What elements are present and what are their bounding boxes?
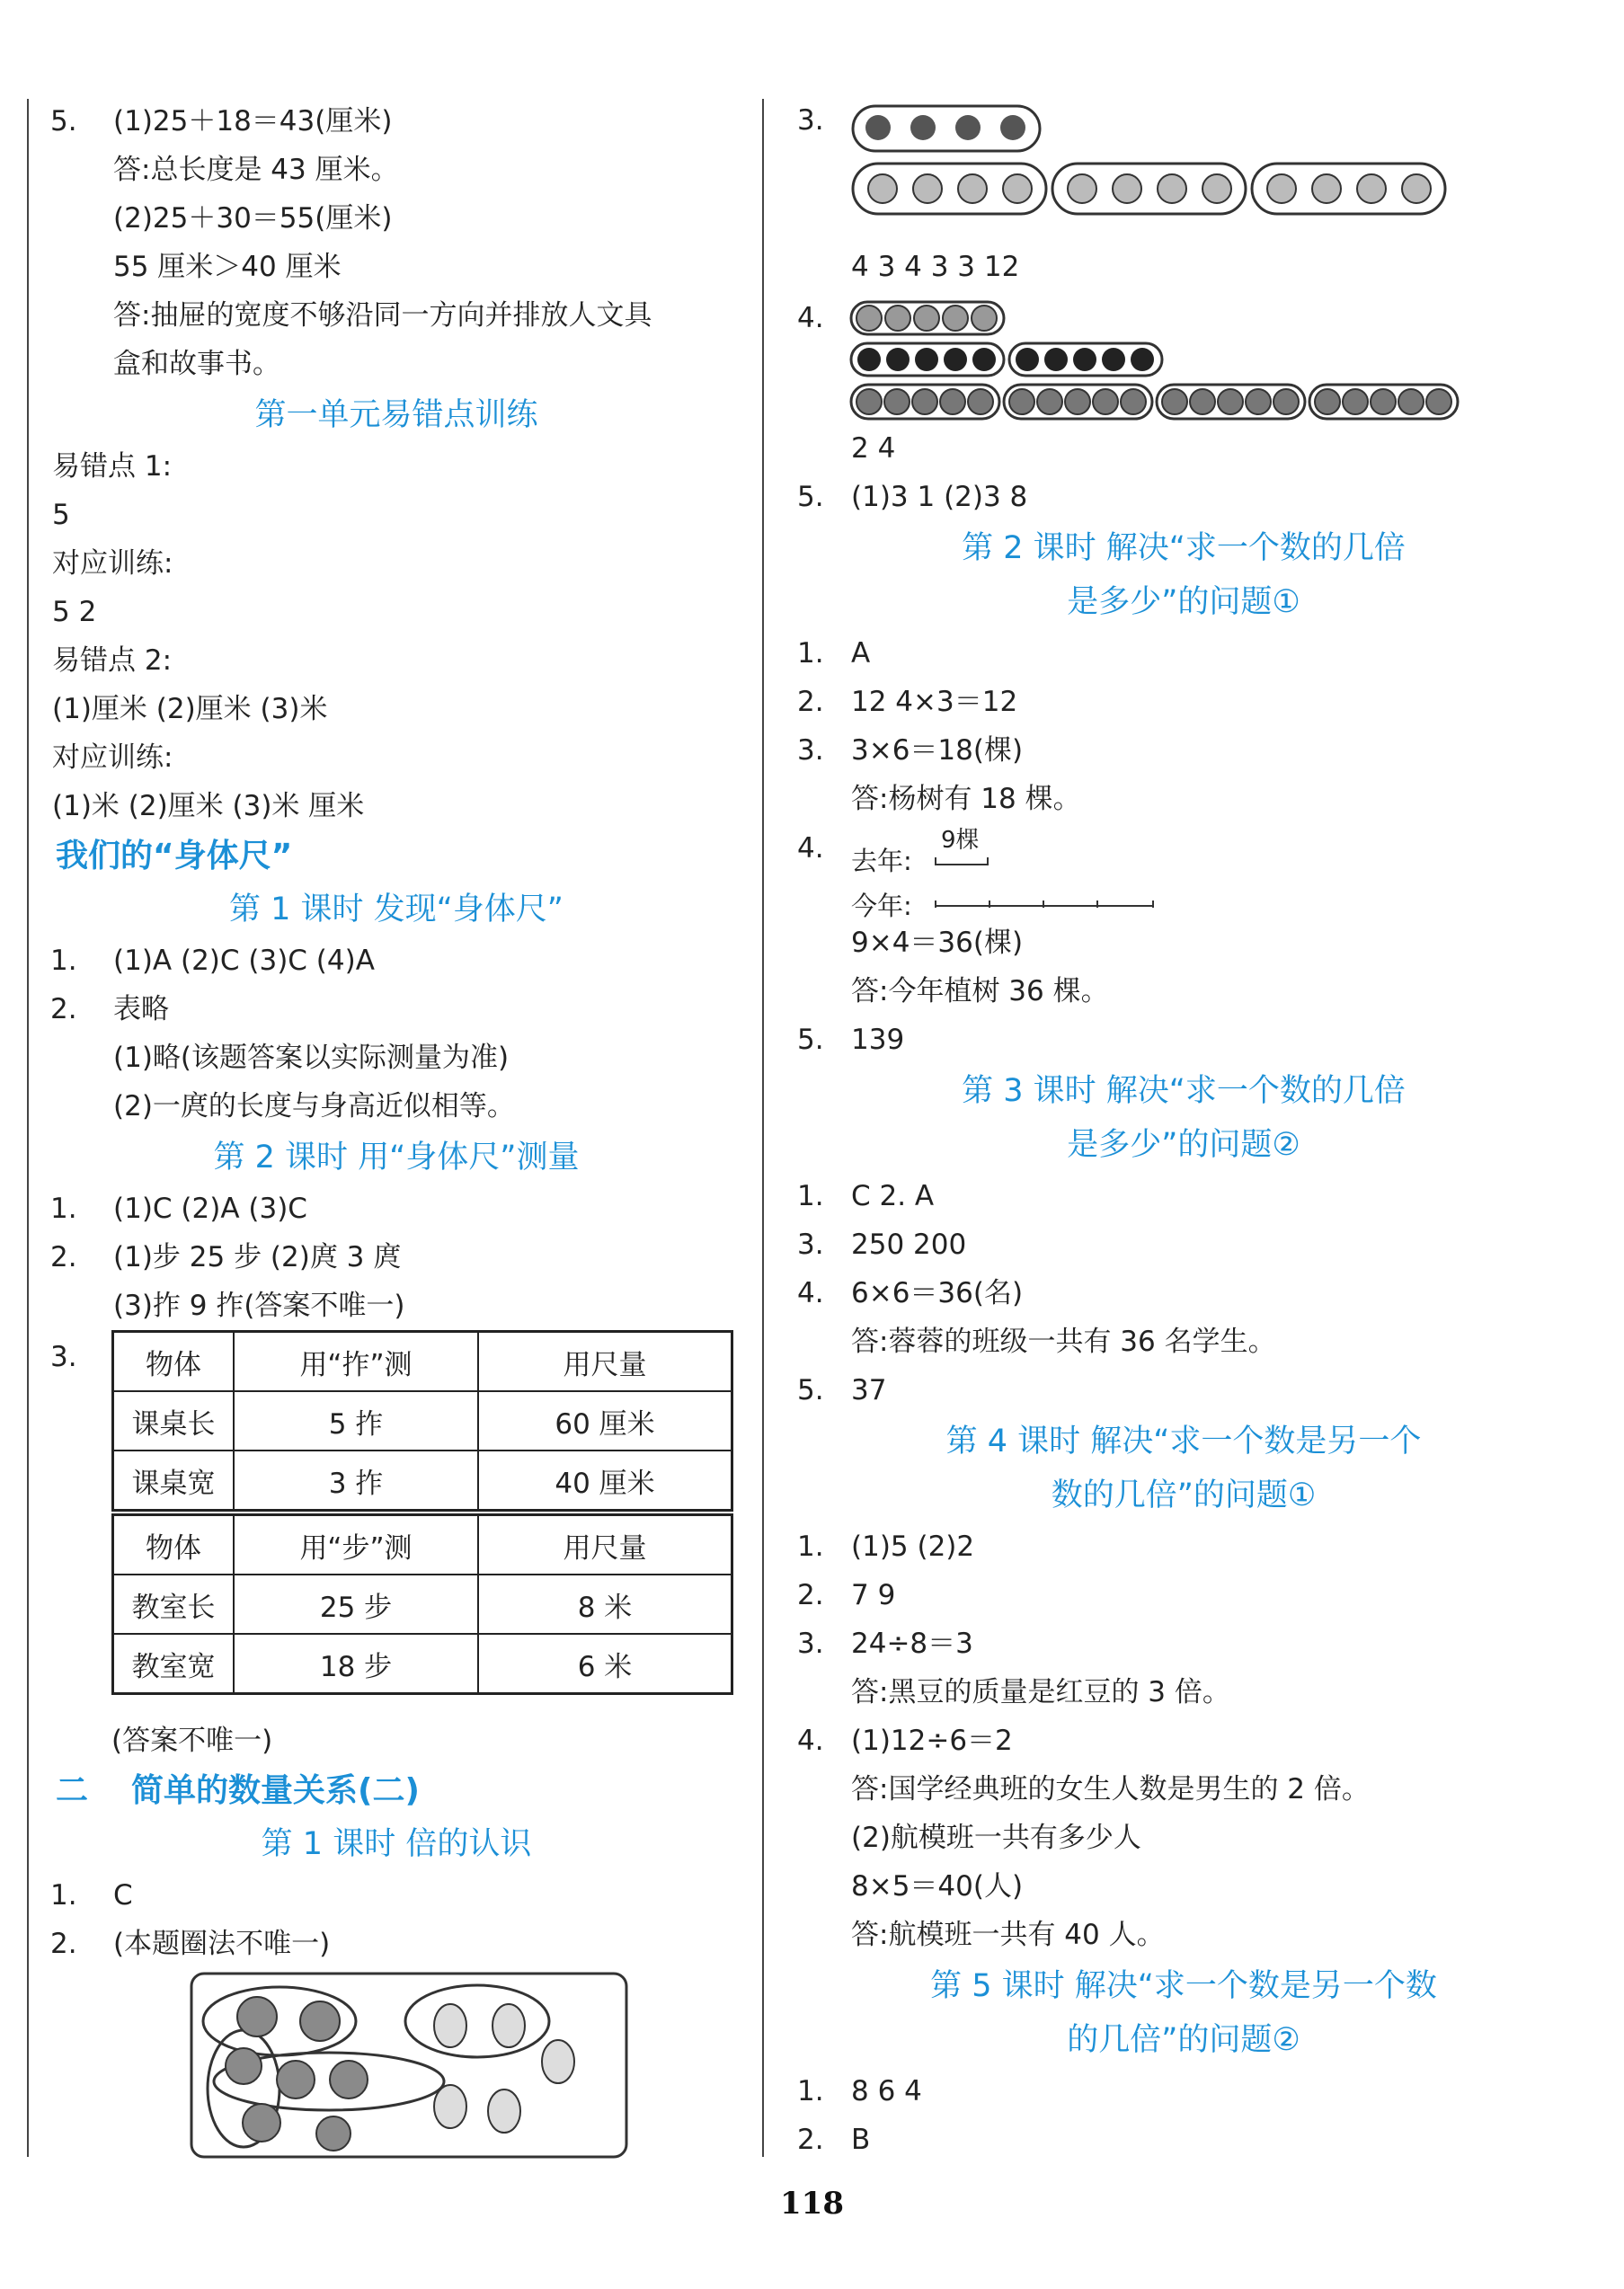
answer-text: 24÷8＝3 xyxy=(851,1628,973,1660)
answer-text: 3. xyxy=(797,1628,824,1660)
answer-text: 用尺量 xyxy=(478,1332,732,1392)
answer-text: 简单的数量关系(二) xyxy=(131,1772,420,1809)
answer-text: 1. xyxy=(797,2075,824,2107)
lesson-heading-cont: 是多少”的问题② xyxy=(1067,1127,1300,1163)
answer-text: 55 厘米＞40 厘米 xyxy=(113,251,342,283)
answer-text: 答:航模班一共有 40 人。 xyxy=(851,1919,1165,1951)
answer-text: 139 xyxy=(851,1024,905,1056)
answer-text: 3×6＝18(棵) xyxy=(851,734,1024,767)
table-row xyxy=(113,1634,732,1694)
table-row xyxy=(113,1451,732,1511)
column-divider xyxy=(762,99,764,2157)
answer-text: 2. xyxy=(797,686,824,718)
answer-text: 二 xyxy=(56,1772,89,1809)
answer-text: 1. xyxy=(50,1879,77,1912)
answer-text: 8×5＝40(人) xyxy=(851,1870,1024,1903)
lesson-heading: 第 1 课时 倍的认识 xyxy=(261,1826,532,1862)
answer-text: 2. xyxy=(50,993,77,1025)
answer-text: (1)步 25 步 (2)庹 3 庹 xyxy=(113,1241,402,1273)
answer-text: 课桌长 xyxy=(113,1391,235,1451)
table-row xyxy=(113,1391,732,1451)
step-measure-table xyxy=(111,1513,733,1695)
lesson-heading: 第 5 课时 解决“求一个数是另一个数 xyxy=(930,1968,1437,2004)
lesson-heading: 第 1 课时 发现“身体尺” xyxy=(229,892,564,927)
answer-text: (2)航模班一共有多少人 xyxy=(851,1822,1141,1854)
answer-text: 6 米 xyxy=(478,1634,732,1694)
answer-text: 7 9 xyxy=(851,1579,896,1611)
answer-text: 教室长 xyxy=(113,1575,235,1634)
answer-text: (1)C (2)A (3)C xyxy=(113,1193,307,1225)
span-measure-table xyxy=(111,1330,733,1512)
unit2-title xyxy=(50,1765,742,1817)
insect-icon xyxy=(851,102,1480,219)
answer-text: 2. xyxy=(797,2124,824,2156)
page-number: 118 xyxy=(780,2186,844,2222)
right-column xyxy=(797,97,1570,2164)
answer-text: 2. xyxy=(50,1241,77,1273)
answer-text: 6×6＝36(名) xyxy=(851,1277,1024,1309)
answer-text: 答:抽屉的宽度不够沿同一方向并排放人文具 xyxy=(113,299,652,332)
answer-text: 5. xyxy=(797,1374,824,1406)
answer-text: 答:黑豆的质量是红豆的 3 倍。 xyxy=(851,1676,1230,1708)
unit1-errors-heading: 第一单元易错点训练 xyxy=(254,397,538,433)
answer-text: (1)厘米 (2)厘米 (3)米 xyxy=(52,693,328,725)
answer-text: 2 4 xyxy=(851,432,896,465)
answer-text: A xyxy=(851,637,871,670)
lesson-heading: 第 2 课时 用“身体尺”测量 xyxy=(213,1140,580,1176)
answer-text: 1. xyxy=(50,1193,77,1225)
answer-text: 25 步 xyxy=(234,1575,478,1634)
answer-text: 5 拃 xyxy=(234,1391,478,1451)
answer-text: 3. xyxy=(797,1229,824,1261)
answer-text: 物体 xyxy=(113,1332,235,1392)
answer-text: 3. xyxy=(50,1341,77,1373)
answer-text: (1)5 (2)2 xyxy=(851,1530,975,1563)
answer-text: 4. xyxy=(797,832,824,865)
answer-text: 今年: xyxy=(851,891,912,921)
left-column xyxy=(50,97,742,2161)
answer-text: 教室宽 xyxy=(113,1634,235,1694)
answer-text: 250 200 xyxy=(851,1229,967,1261)
answer-text: 3. xyxy=(797,104,824,137)
answer-text: 用“步”测 xyxy=(234,1515,478,1575)
answer-text: (1)A (2)C (3)C (4)A xyxy=(113,945,375,977)
answer-text: 18 步 xyxy=(234,1634,478,1694)
answer-text: 答:国学经典班的女生人数是男生的 2 倍。 xyxy=(851,1773,1370,1805)
answer-text: 1. xyxy=(797,1180,824,1212)
answer-text: 1. xyxy=(797,637,824,670)
answer-text: 5. xyxy=(797,481,824,513)
answer-text: 5 2 xyxy=(52,596,97,628)
answer-text: 课桌宽 xyxy=(113,1451,235,1511)
answer-text: C xyxy=(113,1879,133,1912)
answer-text: 4. xyxy=(797,302,824,334)
answer-text: 2. xyxy=(797,1579,824,1611)
answer-text: (本题圈法不唯一) xyxy=(113,1928,331,1960)
bee-butterfly-figure xyxy=(797,97,1570,243)
answer-text: 答:总长度是 43 厘米。 xyxy=(113,154,399,186)
answer-text: 1. xyxy=(797,1530,824,1563)
answer-text: 12 4×3＝12 xyxy=(851,686,1018,718)
answer-text: 60 厘米 xyxy=(478,1391,732,1451)
left-margin-rule xyxy=(27,99,29,2157)
answer-text: 物体 xyxy=(113,1515,235,1575)
answer-text: (1)3 1 (2)3 8 xyxy=(851,481,1028,513)
answer-text: 4 3 4 3 3 12 xyxy=(851,251,1020,283)
lesson-heading: 第 4 课时 解决“求一个数是另一个 xyxy=(945,1424,1422,1459)
lesson-heading: 第 3 课时 解决“求一个数的几倍 xyxy=(962,1073,1406,1109)
answer-text: 3 拃 xyxy=(234,1451,478,1511)
answer-text: C 2. A xyxy=(851,1180,935,1212)
answer-text: 37 xyxy=(851,1374,887,1406)
answer-text: 9棵 xyxy=(941,827,980,854)
answer-text: B xyxy=(851,2124,871,2156)
tree-diagram xyxy=(797,823,1570,921)
section-title-body-ruler xyxy=(50,830,742,883)
answer-text: 用“拃”测 xyxy=(234,1332,478,1392)
answer-text: 去年: xyxy=(851,846,912,876)
answer-text: (1)12÷6＝2 xyxy=(851,1725,1013,1757)
answer-text: 3. xyxy=(797,734,824,767)
answer-text: (2)一庹的长度与身高近似相等。 xyxy=(113,1090,515,1122)
answer-text: 表略 xyxy=(113,993,169,1025)
answer-text: (1)米 (2)厘米 (3)米 厘米 xyxy=(52,790,365,822)
answer-text: 8 米 xyxy=(478,1575,732,1634)
answer-text: 答:杨树有 18 棵。 xyxy=(851,783,1081,815)
lesson-heading-cont: 的几倍”的问题② xyxy=(1067,2022,1300,2058)
answer-text: 易错点 1: xyxy=(52,450,173,483)
apples-pears-figure xyxy=(50,1968,742,2161)
apple-pear-icon xyxy=(190,1972,630,2160)
answer-text: 用尺量 xyxy=(478,1515,732,1575)
lesson-heading: 第 2 课时 解决“求一个数的几倍 xyxy=(962,530,1406,566)
answer-text: (1)略(该题答案以实际测量为准) xyxy=(113,1042,510,1074)
answer-text: 盒和故事书。 xyxy=(113,348,280,380)
answer-text: 4. xyxy=(797,1277,824,1309)
line-segment-icon xyxy=(932,823,1220,913)
answer-text: 2. xyxy=(50,1928,77,1960)
answer-text: (答案不唯一) xyxy=(111,1725,273,1757)
answer-text: 5 xyxy=(52,499,70,531)
answer-text: (1)25＋18＝43(厘米) xyxy=(113,105,393,138)
answer-text: 答:蓉蓉的班级一共有 36 名学生。 xyxy=(851,1326,1276,1358)
answer-text: 1. xyxy=(50,945,77,977)
answer-text: 5. xyxy=(797,1024,824,1056)
answer-text: 40 厘米 xyxy=(478,1451,732,1511)
q5-number: 5. xyxy=(50,105,77,138)
lesson-heading-cont: 数的几倍”的问题① xyxy=(1051,1477,1317,1513)
answer-text: 对应训练: xyxy=(52,547,173,580)
answer-text: 答:今年植树 36 棵。 xyxy=(851,975,1109,1007)
answer-text: (3)拃 9 拃(答案不唯一) xyxy=(113,1290,405,1322)
answer-text: 我们的“身体尺” xyxy=(56,838,293,874)
answer-text: 4. xyxy=(797,1725,824,1757)
answer-text: 8 6 4 xyxy=(851,2075,922,2107)
lesson-heading-cont: 是多少”的问题① xyxy=(1067,584,1300,620)
answer-text: (2)25＋30＝55(厘米) xyxy=(113,202,393,235)
answer-text: 易错点 2: xyxy=(52,644,173,677)
table-row xyxy=(113,1575,732,1634)
ball-icon xyxy=(849,298,1478,424)
measure-tables xyxy=(50,1330,742,1717)
answer-text: 9×4＝36(棵) xyxy=(851,927,1024,959)
balls-figure xyxy=(797,291,1570,424)
answer-text: 对应训练: xyxy=(52,741,173,774)
